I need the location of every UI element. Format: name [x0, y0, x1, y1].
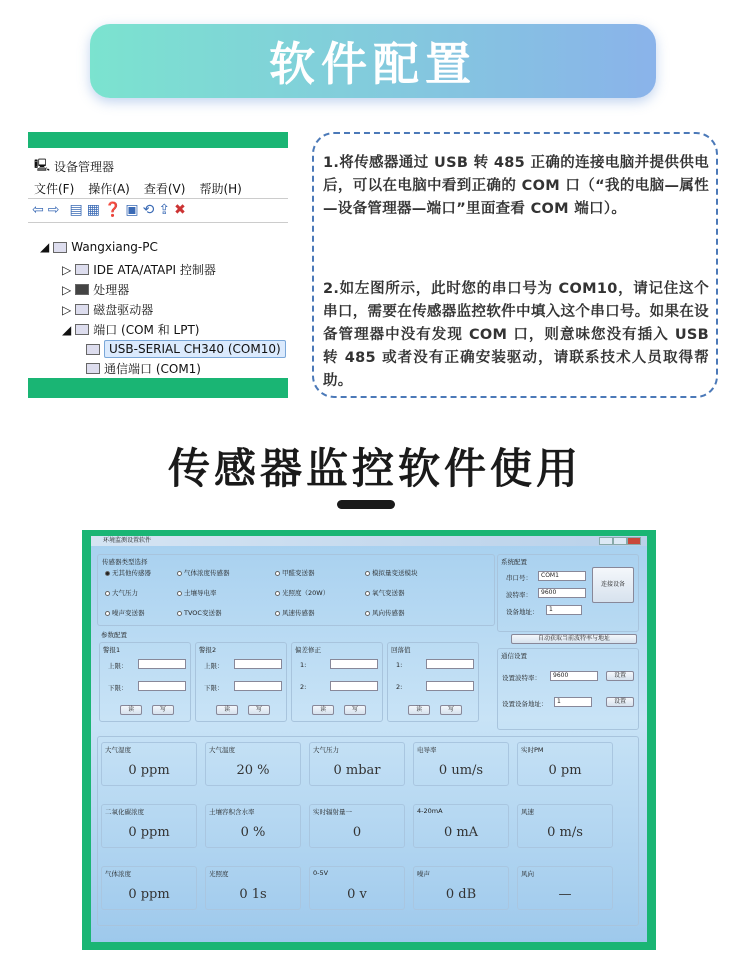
software-screenshot — [82, 530, 656, 950]
connect-device-button[interactable]: 连接设备 — [592, 567, 634, 603]
reading-label: 气体浓度 — [105, 870, 131, 878]
sensor-label: 风向传感器 — [372, 609, 405, 617]
reading-label: 0-5V — [313, 869, 329, 877]
sensor-label: 无其他传感器 — [112, 569, 151, 577]
sensor-radio[interactable] — [105, 588, 138, 597]
instruction-paragraph-1: 1.将传感器通过 USB 转 485 正确的连接电脑并提供供电后，可以在电脑中看到正确的 COM 口（“我的电脑—属性—设备管理器—端口”里面查看 COM 端口）。 — [323, 155, 709, 217]
param-label: 1: — [396, 661, 403, 669]
reading-value: — — [558, 887, 572, 902]
radio-icon[interactable] — [275, 611, 280, 616]
set-address-button[interactable]: 设置 — [606, 697, 634, 707]
tree-item-ide[interactable] — [62, 261, 216, 278]
divider — [28, 222, 288, 223]
auto-detect-button[interactable]: 自动获取当前波特率与地址 — [511, 634, 637, 644]
port-input[interactable]: COM1 — [538, 571, 586, 581]
address-stepper[interactable]: 1 — [546, 605, 582, 615]
baud-label: 波特率： — [506, 591, 532, 599]
reading-value: 0 ppm — [128, 825, 170, 840]
reading-card — [101, 866, 197, 910]
computer-icon — [53, 242, 67, 253]
maximize-button[interactable] — [613, 537, 627, 545]
sensor-label: 土壤导电率 — [184, 589, 217, 597]
read-button[interactable]: 读 — [408, 705, 430, 715]
param-group-label: 警报1 — [103, 646, 121, 654]
group-label: 通信设置 — [501, 652, 527, 660]
param-input-1[interactable] — [138, 659, 186, 669]
sensor-radio[interactable] — [105, 568, 151, 577]
collapse-arrow-icon[interactable]: ▷ — [62, 262, 72, 277]
scan-icon[interactable]: ⟲ — [142, 202, 155, 218]
tree-item-usb-serial[interactable] — [86, 340, 286, 358]
help-icon[interactable]: ❓ — [103, 202, 122, 218]
device-manager-screenshot — [28, 132, 288, 398]
read-button[interactable]: 读 — [216, 705, 238, 715]
menu-bar — [34, 180, 242, 197]
header-banner — [90, 24, 656, 98]
write-button[interactable]: 写 — [440, 705, 462, 715]
param-input-1[interactable] — [330, 659, 378, 669]
set-address-stepper[interactable]: 1 — [554, 697, 592, 707]
sensor-label: 氧气变送器 — [372, 589, 405, 597]
reading-value: 0 ppm — [128, 763, 170, 778]
reading-card — [309, 804, 405, 848]
reading-label: 噪声 — [417, 870, 430, 878]
set-baud-select[interactable]: 9600 — [550, 671, 598, 681]
radio-icon[interactable] — [365, 571, 370, 576]
instruction-box — [312, 132, 718, 398]
title-underline — [337, 500, 395, 509]
divider — [28, 198, 288, 199]
param-label: 2: — [300, 683, 307, 691]
sensor-label: 风速传感器 — [282, 609, 315, 617]
device-manager-window — [28, 148, 288, 378]
tree-item-label: 处理器 — [93, 283, 130, 297]
port-icon — [86, 344, 100, 355]
menu-action[interactable]: 操作(A) — [88, 182, 130, 196]
reading-value: 0 pm — [548, 763, 582, 778]
param-input-2[interactable] — [138, 681, 186, 691]
instruction-paragraph-2: 2.如左图所示，此时您的串口号为 COM10，请记住这个串口，需要在传感器监控软件中填入这个串口号。如果在设备管理器中没有发现 COM 口，则意味您没有插入 USB 转 485 或者没有正确安装驱动，请联系技术人员取得帮助。 — [323, 281, 709, 389]
sensor-label: 气体浓度传感器 — [184, 569, 230, 577]
group-label: 系统配置 — [501, 558, 527, 566]
reading-value: 0 m/s — [547, 825, 583, 840]
radio-icon[interactable] — [365, 611, 370, 616]
param-input-2[interactable] — [330, 681, 378, 691]
sensor-label: TVOC变送器 — [184, 609, 222, 617]
param-group-return — [387, 642, 479, 722]
radio-icon[interactable] — [177, 571, 182, 576]
tree-item-cpu[interactable] — [62, 281, 129, 298]
sensor-radio[interactable] — [365, 568, 418, 577]
software-window — [91, 536, 647, 942]
reading-label: 大气湿度 — [105, 746, 131, 754]
param-group-label: 回落值 — [391, 646, 411, 654]
tree-item-disk[interactable] — [62, 301, 153, 318]
reading-label: 大气压力 — [313, 746, 339, 754]
sensor-radio[interactable] — [177, 588, 217, 597]
param-label: 1: — [300, 661, 307, 669]
collapse-arrow-icon[interactable]: ▷ — [62, 282, 72, 297]
sensor-radio[interactable] — [177, 608, 221, 617]
tree-item-ports[interactable] — [62, 321, 199, 338]
sensor-radio[interactable] — [275, 588, 329, 597]
back-arrow-icon[interactable]: ⇦ — [32, 202, 44, 218]
reading-value: 0 v — [347, 887, 367, 902]
reading-card — [101, 804, 197, 848]
param-group-alarm1 — [99, 642, 191, 722]
toolbar — [32, 202, 186, 218]
read-button[interactable]: 读 — [120, 705, 142, 715]
set-address-label: 设置设备地址： — [502, 700, 548, 708]
radio-icon[interactable] — [105, 591, 110, 596]
write-button[interactable]: 写 — [344, 705, 366, 715]
properties-icon[interactable]: ▤ — [69, 202, 83, 218]
sensor-radio[interactable] — [365, 608, 405, 617]
port-label: 串口号： — [506, 574, 532, 582]
reading-value: 0 1s — [239, 887, 267, 902]
set-baud-button[interactable]: 设置 — [606, 671, 634, 681]
radio-icon[interactable] — [275, 571, 280, 576]
reading-card — [309, 742, 405, 786]
reading-card — [413, 804, 509, 848]
minimize-button[interactable] — [599, 537, 613, 545]
param-input-2[interactable] — [234, 681, 282, 691]
param-group-alarm2 — [195, 642, 287, 722]
device-manager-title: 设备管理器 — [54, 160, 115, 174]
param-group-label: 警报2 — [199, 646, 217, 654]
reading-card — [517, 742, 613, 786]
reading-card — [309, 866, 405, 910]
menu-file[interactable]: 文件(F) — [34, 182, 75, 196]
radio-icon[interactable] — [105, 611, 110, 616]
collapse-arrow-icon[interactable]: ▷ — [62, 302, 72, 317]
radio-icon[interactable] — [105, 571, 110, 576]
param-input-1[interactable] — [426, 659, 474, 669]
reading-value: 0 — [352, 825, 362, 840]
sensor-radio[interactable] — [365, 588, 405, 597]
reading-label: 4-20mA — [417, 807, 443, 815]
system-config-group — [497, 554, 639, 632]
param-label: 2: — [396, 683, 403, 691]
update-driver-icon[interactable]: ⇪ — [158, 202, 171, 218]
radio-icon[interactable] — [275, 591, 280, 596]
reading-card — [413, 866, 509, 910]
forward-arrow-icon[interactable]: ⇨ — [47, 202, 60, 218]
computer-icon: 🖳 — [34, 158, 51, 172]
reading-value: 0 % — [240, 825, 266, 840]
section-title: 传感器监控软件使用 — [167, 444, 582, 493]
reading-label: 光照度 — [209, 870, 229, 878]
set-baud-label: 设置波特率： — [502, 674, 541, 682]
tree-item-label: 磁盘驱动器 — [93, 303, 154, 317]
reading-value: 0 dB — [445, 887, 477, 902]
tree-item-label: IDE ATA/ATAPI 控制器 — [93, 263, 216, 277]
sensor-label: 噪声变送器 — [112, 609, 145, 617]
param-group-label: 偏差修正 — [295, 646, 321, 654]
params-title: 参数配置 — [101, 631, 127, 639]
reading-label: 二氧化碳浓度 — [105, 808, 144, 816]
ide-controller-icon — [75, 264, 89, 275]
reading-label: 风向 — [521, 870, 534, 878]
sensor-label: 甲醛变送器 — [282, 569, 315, 577]
sensor-label: 光照度（20W） — [282, 589, 330, 597]
reading-label: 电导率 — [417, 746, 437, 754]
param-label: 上限： — [204, 662, 224, 670]
param-input-1[interactable] — [234, 659, 282, 669]
tree-item-label: 端口 (COM 和 LPT) — [93, 323, 200, 337]
menu-view[interactable]: 查看(V) — [143, 182, 186, 196]
reading-card — [205, 742, 301, 786]
sensor-radio[interactable] — [177, 568, 230, 577]
expand-arrow-icon[interactable]: ◢ — [40, 240, 50, 254]
expand-arrow-icon[interactable]: ◢ — [62, 322, 72, 337]
device-manager-titlebar — [34, 156, 114, 177]
tree-item-label-selected: USB-SERIAL CH340 (COM10) — [104, 340, 286, 358]
param-input-2[interactable] — [426, 681, 474, 691]
disk-icon — [75, 304, 89, 315]
param-label: 下限： — [204, 684, 224, 692]
reading-card — [205, 804, 301, 848]
reading-card — [205, 866, 301, 910]
sensor-label: 模拟量变送模块 — [372, 569, 418, 577]
banner-title: 软件配置 — [269, 37, 477, 91]
reading-label: 土壤容积含水率 — [209, 808, 255, 816]
reading-card — [101, 742, 197, 786]
group-label: 传感器类型选择 — [102, 558, 148, 566]
reading-card — [517, 866, 613, 910]
sensor-label: 大气压力 — [112, 589, 138, 597]
read-button[interactable]: 读 — [312, 705, 334, 715]
sensor-radio[interactable] — [275, 608, 315, 617]
reading-label: 实时PM — [521, 746, 544, 754]
param-group-offset — [291, 642, 383, 722]
reading-label: 实时辐射量一 — [313, 808, 352, 816]
param-label: 上限： — [108, 662, 128, 670]
reading-value: 20 % — [236, 763, 270, 778]
reading-value: 0 mbar — [333, 763, 381, 778]
write-button[interactable]: 写 — [248, 705, 270, 715]
radio-icon[interactable] — [177, 591, 182, 596]
reading-value: 0 mA — [443, 825, 479, 840]
address-label: 设备地址： — [506, 608, 539, 616]
radio-icon[interactable] — [365, 591, 370, 596]
reading-value: 0 ppm — [128, 887, 170, 902]
sensor-radio[interactable] — [275, 568, 315, 577]
view-icon[interactable]: ▣ — [125, 202, 139, 218]
tree-root-label: Wangxiang-PC — [71, 240, 158, 254]
tree-item-com1[interactable] — [86, 360, 201, 377]
comm-settings-group — [497, 648, 639, 730]
reading-value: 0 um/s — [438, 763, 484, 778]
tree-root[interactable] — [40, 240, 158, 254]
reading-label: 风速 — [521, 808, 534, 816]
window-titlebar — [91, 536, 647, 546]
write-button[interactable]: 写 — [152, 705, 174, 715]
window-title: 环境监测设置软件 — [103, 537, 152, 544]
menu-help[interactable]: 帮助(H) — [199, 182, 242, 196]
list-icon[interactable]: ▦ — [86, 202, 100, 218]
reading-card — [413, 742, 509, 786]
reading-label: 大气温度 — [209, 746, 235, 754]
param-label: 下限： — [108, 684, 128, 692]
baud-input[interactable]: 9600 — [538, 588, 586, 598]
tree-item-label: 通信端口 (COM1) — [104, 362, 201, 376]
close-button[interactable] — [627, 537, 641, 545]
reading-card — [517, 804, 613, 848]
disable-icon[interactable]: ✖ — [174, 202, 186, 218]
processor-icon — [75, 284, 89, 295]
radio-icon[interactable] — [177, 611, 182, 616]
port-icon — [86, 363, 100, 374]
sensor-radio[interactable] — [105, 608, 145, 617]
port-icon — [75, 324, 89, 335]
